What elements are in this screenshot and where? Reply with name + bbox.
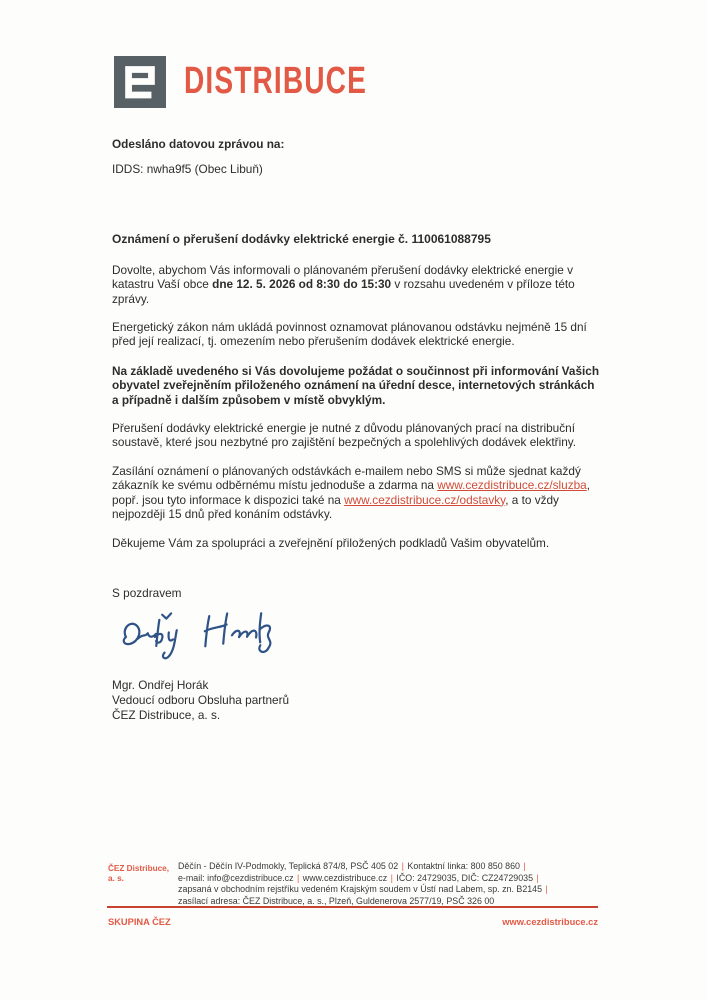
- paragraph-legal: Energetický zákon nám ukládá povinnost oznamovat plánovanou odstávku nejméně 15 dní před její realizací, tj. omezením nebo přerušením dodávek elektrické energie.: [112, 320, 587, 349]
- footer-contact-block: [178, 861, 606, 907]
- closing-salutation: S pozdravem: [112, 586, 182, 600]
- signer-name: Mgr. Ondřej Horák: [112, 678, 209, 692]
- paragraph-notifications-text: Zasílání oznámení o plánovaných odstávkách e-mailem nebo SMS si může sjednat každý zákazník ke svému odběrnému místu jednoduše a zdarma na: [112, 464, 581, 493]
- paragraph-request: Na základě uvedeného si Vás dovolujeme požádat o součinnost při informování Vašich obyvatel zveřejněním přiloženého oznámení na úřední desce, internetových stránkách a případně i dalším způsobem v místě obvyklým.: [112, 364, 600, 407]
- footer-group-label: SKUPINA ČEZ: [108, 917, 171, 927]
- outage-datetime: dne 12. 5. 2026 od 8:30 do 15:30: [212, 277, 392, 292]
- recipient-idds: IDDS: nwha9f5 (Obec Libuň): [112, 162, 263, 176]
- link-odstavky[interactable]: www.cezdistribuce.cz/odstavky: [344, 492, 506, 507]
- pipe-separator: |: [401, 861, 404, 871]
- pipe-separator: |: [536, 872, 539, 883]
- sent-via-label: Odesláno datovou zprávou na:: [112, 137, 285, 151]
- footer-website: www.cezdistribuce.cz: [502, 917, 598, 927]
- pipe-separator: |: [545, 884, 548, 895]
- paragraph-intro-tail: v rozsahu uvedeném v příloze této zprávy.: [112, 277, 575, 306]
- signer-company: ČEZ Distribuce, a. s.: [112, 708, 221, 722]
- footer-line-address: Děčín - Děčín IV-Podmokly, Teplická 874/8, PSČ 405 02 | Kontaktní linka: 800 850 860 |: [178, 861, 526, 871]
- pipe-separator: |: [523, 861, 526, 871]
- footer-line-contacts: e-mail: info@cezdistribuce.cz | www.cezdistribuce.cz | IČO: 24729035, DIČ: CZ24729035 |: [178, 872, 539, 883]
- pipe-separator: |: [390, 872, 393, 883]
- footer-divider: [107, 906, 598, 908]
- subject-line: Oznámení o přerušení dodávky elektrické energie č. 110061088795: [112, 232, 491, 246]
- paragraph-intro: [112, 263, 604, 306]
- paragraph-notifications-tail: , a to vždy nejpozději 15 dnů před konáním odstávky.: [112, 492, 559, 521]
- paragraph-notifications: [112, 464, 604, 521]
- footer-line-registry: zapsaná v obchodním rejstříku vedeném Krajským soudem v Ústí nad Labem, sp. zn. B2145 |: [178, 884, 548, 895]
- paragraph-thanks: Děkujeme Vám za spolupráci a zveřejnění přiložených podkladů Vašim obyvatelům.: [112, 536, 550, 550]
- signature-handwriting: [109, 600, 316, 673]
- cez-logo-icon: [114, 56, 166, 108]
- brand-wordmark: DISTRIBUCE: [184, 60, 367, 102]
- pipe-separator: |: [297, 872, 300, 883]
- footer-line-mailing: zasílací adresa: ČEZ Distribuce, a. s., Plzeň, Guldenerova 2577/19, PSČ 326 00: [178, 895, 495, 906]
- signer-block: [112, 678, 604, 723]
- signer-title: Vedoucí odboru Obsluha partnerů: [112, 693, 290, 707]
- paragraph-intro-text: Dovolte, abychom Vás informovali o plánovaném přerušení dodávky elektrické energie v katastru Vaší obce: [112, 263, 573, 292]
- paragraph-notifications-mid: , popř. jsou tyto informace k dispozici také na: [112, 478, 591, 507]
- footer-company-label: ČEZ Distribuce, a. s.: [108, 864, 169, 883]
- link-sluzba[interactable]: www.cezdistribuce.cz/sluzba: [437, 478, 587, 493]
- paragraph-reason: Přerušení dodávky elektrické energie je nutné z důvodu plánovaných prací na distribuční soustavě, které jsou nezbytné pro zajištění bezpečných a spolehlivých dodávek elektřiny.: [112, 421, 577, 450]
